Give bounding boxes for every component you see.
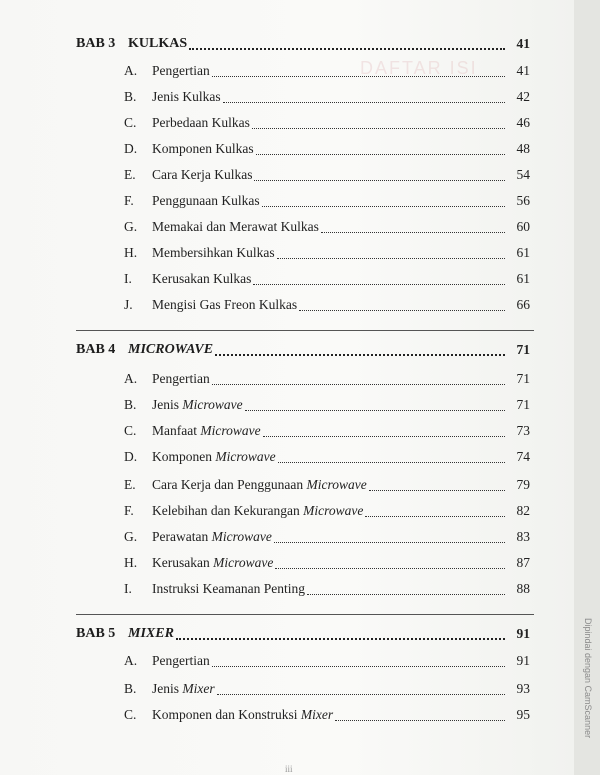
- dot-leader: [262, 206, 505, 207]
- dot-leader: [223, 102, 505, 103]
- chapter-title: MICROWAVE: [128, 342, 214, 357]
- entry-title-text: Kerusakan: [152, 555, 214, 570]
- entry-letter: E.: [124, 167, 136, 182]
- entry-page-number: 71: [516, 371, 530, 386]
- entry-letter: I.: [124, 581, 132, 596]
- entry-page-number: 54: [516, 167, 530, 182]
- entry-letter: D.: [124, 449, 138, 464]
- dot-leader: [274, 542, 505, 543]
- toc-entry: [0, 526, 574, 550]
- toc-entry: [0, 650, 574, 674]
- toc-entry: [0, 394, 574, 418]
- toc-entry: [0, 190, 574, 214]
- entry-title: [152, 115, 250, 131]
- entry-letter: F.: [124, 503, 134, 518]
- entry-page-number: 48: [516, 141, 530, 156]
- toc-entry: [0, 704, 574, 728]
- chapter-dot-leader: [215, 354, 505, 356]
- entry-page-number: 41: [516, 63, 530, 78]
- entry-title: [152, 653, 210, 669]
- entry-title-text: Komponen: [152, 449, 216, 464]
- entry-page-number: 42: [516, 89, 530, 104]
- entry-title-text: Pengertian: [152, 371, 210, 386]
- dot-leader: [335, 720, 505, 721]
- entry-letter: G.: [124, 219, 138, 234]
- chapter-row: [0, 340, 574, 364]
- dot-leader: [277, 258, 505, 259]
- dot-leader: [253, 284, 505, 285]
- entry-title: [152, 271, 251, 287]
- entry-page-number: 61: [516, 271, 530, 286]
- entry-letter: B.: [124, 681, 137, 696]
- entry-page-number: 82: [516, 503, 530, 518]
- toc-entry: [0, 420, 574, 444]
- entry-title-italic: Microwave: [215, 449, 276, 464]
- entry-title-italic: Microwave: [182, 397, 243, 412]
- entry-title-text: Komponen Kulkas: [152, 141, 254, 156]
- toc-entry: [0, 474, 574, 498]
- entry-title-text: Perbedaan Kulkas: [152, 115, 250, 130]
- entry-title: [152, 63, 210, 79]
- entry-letter: C.: [124, 115, 137, 130]
- entry-title-italic: Mixer: [182, 681, 215, 696]
- entry-title: [152, 219, 319, 235]
- chapter-number: BAB 3: [76, 36, 116, 51]
- entry-letter: A.: [124, 371, 138, 386]
- entry-title: [152, 397, 243, 413]
- dot-leader: [252, 128, 505, 129]
- entry-title: [152, 245, 275, 261]
- entry-title: [152, 503, 363, 519]
- toc-entry: [0, 268, 574, 292]
- entry-page-number: 93: [516, 681, 530, 696]
- dot-leader: [212, 666, 505, 667]
- entry-letter: D.: [124, 141, 138, 156]
- entry-page-number: 79: [516, 477, 530, 492]
- chapter-row: [0, 34, 574, 58]
- dot-leader: [256, 154, 505, 155]
- dot-leader: [212, 384, 505, 385]
- toc-entry: [0, 60, 574, 84]
- entry-title-text: Mengisi Gas Freon Kulkas: [152, 297, 298, 312]
- toc-entry: [0, 446, 574, 470]
- chapter-page-number: 91: [516, 626, 530, 641]
- dot-leader: [254, 180, 505, 181]
- entry-title-text: Membersihkan Kulkas: [152, 245, 275, 260]
- entry-title-italic: Microwave: [306, 477, 367, 492]
- entry-title-text: Perawatan: [152, 529, 212, 544]
- toc-entry: [0, 368, 574, 392]
- entry-title: [152, 371, 210, 387]
- toc-entry: [0, 552, 574, 576]
- entry-page-number: 87: [516, 555, 530, 570]
- entry-title: [152, 681, 215, 697]
- entry-title: [152, 529, 272, 545]
- entry-page-number: 91: [516, 653, 530, 668]
- entry-title-italic: Mixer: [300, 707, 334, 722]
- dot-leader: [369, 490, 505, 491]
- entry-letter: H.: [124, 245, 138, 260]
- entry-title-text: Memakai dan Merawat Kulkas: [152, 219, 319, 234]
- entry-page-number: 74: [516, 449, 530, 464]
- toc-entry: [0, 216, 574, 240]
- entry-title: [152, 555, 273, 571]
- entry-title-text: Instruksi Keamanan Penting: [152, 581, 305, 596]
- entry-title-italic: Microwave: [200, 423, 261, 438]
- scanner-watermark: [579, 620, 595, 770]
- entry-title-text: Jenis: [152, 397, 183, 412]
- entry-title-text: Pengertian: [152, 653, 210, 668]
- toc-entry: [0, 112, 574, 136]
- entry-title-italic: Microwave: [303, 503, 364, 518]
- entry-letter: G.: [124, 529, 138, 544]
- entry-page-number: 73: [516, 423, 530, 438]
- entry-title-text: Kerusakan Kulkas: [152, 271, 252, 286]
- section-divider: [76, 614, 534, 615]
- chapter-title: KULKAS: [128, 36, 188, 51]
- dot-leader: [365, 516, 505, 517]
- dot-leader: [321, 232, 505, 233]
- entry-letter: C.: [124, 423, 137, 438]
- toc-entry: [0, 242, 574, 266]
- entry-page-number: 56: [516, 193, 530, 208]
- toc-entry: [0, 578, 574, 602]
- entry-title: [152, 167, 252, 183]
- entry-letter: I.: [124, 271, 132, 286]
- toc-entry: [0, 678, 574, 702]
- entry-page-number: 60: [516, 219, 530, 234]
- entry-page-number: 88: [516, 581, 530, 596]
- entry-page-number: 61: [516, 245, 530, 260]
- chapter-page-number: 41: [516, 36, 530, 51]
- entry-title: [152, 707, 333, 723]
- chapter-number: BAB 4: [76, 342, 116, 357]
- entry-letter: J.: [124, 297, 133, 312]
- entry-letter: A.: [124, 653, 138, 668]
- entry-title-text: Cara Kerja dan Penggunaan: [152, 477, 307, 492]
- entry-title-text: Penggunaan Kulkas: [152, 193, 260, 208]
- entry-title-text: Jenis Kulkas: [152, 89, 221, 104]
- entry-page-number: 83: [516, 529, 530, 544]
- entry-letter: C.: [124, 707, 137, 722]
- entry-title-text: Cara Kerja Kulkas: [152, 167, 253, 182]
- entry-letter: E.: [124, 477, 136, 492]
- dot-leader: [212, 76, 505, 77]
- entry-letter: B.: [124, 89, 137, 104]
- dot-leader: [307, 594, 505, 595]
- entry-letter: F.: [124, 193, 134, 208]
- entry-page-number: 95: [516, 707, 530, 722]
- entry-letter: A.: [124, 63, 138, 78]
- chapter-page-number: 71: [516, 342, 530, 357]
- scanner-watermark-text: Dipindai dengan CamScanner: [583, 618, 593, 739]
- dot-leader: [263, 436, 505, 437]
- entry-page-number: 66: [516, 297, 530, 312]
- dot-leader: [299, 310, 505, 311]
- dot-leader: [245, 410, 505, 411]
- chapter-number: BAB 5: [76, 626, 116, 641]
- toc-entry: [0, 138, 574, 162]
- toc-entry: [0, 86, 574, 110]
- entry-page-number: 46: [516, 115, 530, 130]
- entry-page-number: 71: [516, 397, 530, 412]
- entry-title-text: Manfaat: [152, 423, 201, 438]
- entry-letter: H.: [124, 555, 138, 570]
- entry-title: [152, 423, 261, 439]
- toc-entry: [0, 164, 574, 188]
- entry-title-text: Pengertian: [152, 63, 210, 78]
- section-divider: [76, 330, 534, 331]
- chapter-row: [0, 624, 574, 648]
- toc-entry: [0, 294, 574, 318]
- entry-title-text: Jenis: [152, 681, 183, 696]
- dot-leader: [278, 462, 505, 463]
- entry-title: [152, 141, 254, 157]
- chapter-dot-leader: [176, 638, 505, 640]
- entry-title-italic: Microwave: [211, 529, 272, 544]
- entry-letter: B.: [124, 397, 137, 412]
- entry-title: [152, 193, 260, 209]
- entry-title: [152, 297, 297, 313]
- entry-title: [152, 89, 221, 105]
- chapter-dot-leader: [189, 48, 505, 50]
- toc-entry: [0, 500, 574, 524]
- entry-title: [152, 477, 367, 493]
- entry-title-italic: Microwave: [213, 555, 274, 570]
- entry-title-text: Komponen dan Konstruksi: [152, 707, 301, 722]
- entry-title: [152, 581, 305, 597]
- chapter-title: MIXER: [128, 626, 174, 641]
- dot-leader: [217, 694, 505, 695]
- entry-title: [152, 449, 276, 465]
- entry-title-text: Kelebihan dan Kekurangan: [152, 503, 304, 518]
- dot-leader: [275, 568, 505, 569]
- page-footer-mark: iii: [285, 764, 293, 774]
- bleed-through-heading: DAFTAR ISI: [360, 58, 478, 78]
